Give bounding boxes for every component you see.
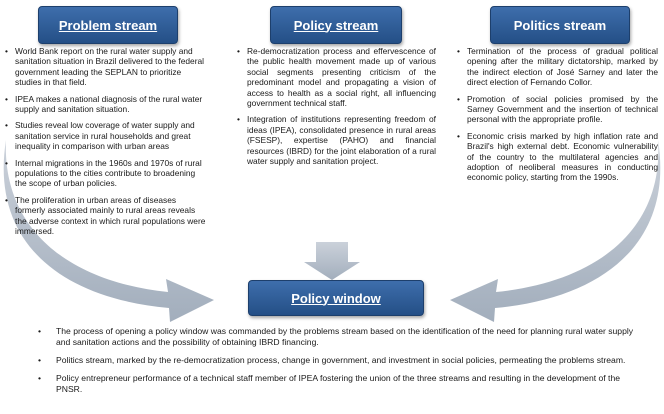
policy-window-header xyxy=(248,280,424,316)
list-item: • Integration of institutions representing freedom of ideas (IPEA), consolidated presence in rural areas (FSESP), expertise (PAHO) and financial resources (IBRD) for the joint elaboration of a rural water supply and sanitation project. xyxy=(236,114,436,166)
list-item: • Internal migrations in the 1960s and 1970s of rural populations to the cities contribute to broadening the scope of urban policies. xyxy=(4,158,208,189)
list-item: • Politics stream, marked by the re-democratization process, change in government, and investment in social policies, permeating the problems stream. xyxy=(38,355,648,366)
list-item: • Policy entrepreneur performance of a technical staff member of IPEA fostering the union of the three streams and resulting in the development of the PNSR. xyxy=(38,373,648,395)
policy-stream-header xyxy=(270,6,402,44)
list-item: • Re-democratization process and effervescence of the public health movement made up of various social segments presenting criticism of the predominant model and propagating a vision of access to health as a social right, all influencing government technical staff. xyxy=(236,46,436,108)
policy-stream-title: Policy stream xyxy=(293,17,379,33)
policy-window-title: Policy window xyxy=(291,290,381,306)
problem-stream-list xyxy=(4,46,208,243)
policy-stream-list xyxy=(236,46,436,172)
politics-stream-title: Politics stream xyxy=(513,17,607,33)
list-item: • The proliferation in urban areas of diseases formerly associated mainly to rural areas reveals the adverse context in which rural populations were immersed. xyxy=(4,195,208,237)
list-item: • IPEA makes a national diagnosis of the rural water supply and sanitation situation. xyxy=(4,94,208,115)
list-item: • Promotion of social policies promised by the Sarney Government and the insertion of technical personal with the appropriate profile. xyxy=(456,94,658,125)
list-item: • Economic crisis marked by high inflation rate and Brazil's high external debt. Economic vulnerability of the country to the multilateral agencies and adoption of neoliberal measures in conducting economic policy, starting from the 1990s. xyxy=(456,131,658,183)
politics-stream-list xyxy=(456,46,658,189)
problem-stream-title: Problem stream xyxy=(58,17,158,33)
politics-stream-header xyxy=(490,6,630,44)
policy-stream-arrow xyxy=(304,242,360,280)
list-item: • Studies reveal low coverage of water supply and sanitation service in rural households and great inequality in comparison with urban areas xyxy=(4,120,208,151)
list-item: • World Bank report on the rural water supply and sanitation situation in Brazil delivered to the federal government leading the SEPLAN to prioritize studies in that field. xyxy=(4,46,208,88)
policy-window-list xyxy=(38,326,648,402)
problem-stream-header xyxy=(38,6,178,44)
list-item: • Termination of the process of gradual political opening after the military dictatorship, marked by the indirect election of José Sarney and later the direct election of Fernando Collor. xyxy=(456,46,658,88)
list-item: • The process of opening a policy window was commanded by the problems stream based on the identification of the need for planning rural water supply and sanitation actions and the possibility of obtaining IBRD financing. xyxy=(38,326,648,348)
